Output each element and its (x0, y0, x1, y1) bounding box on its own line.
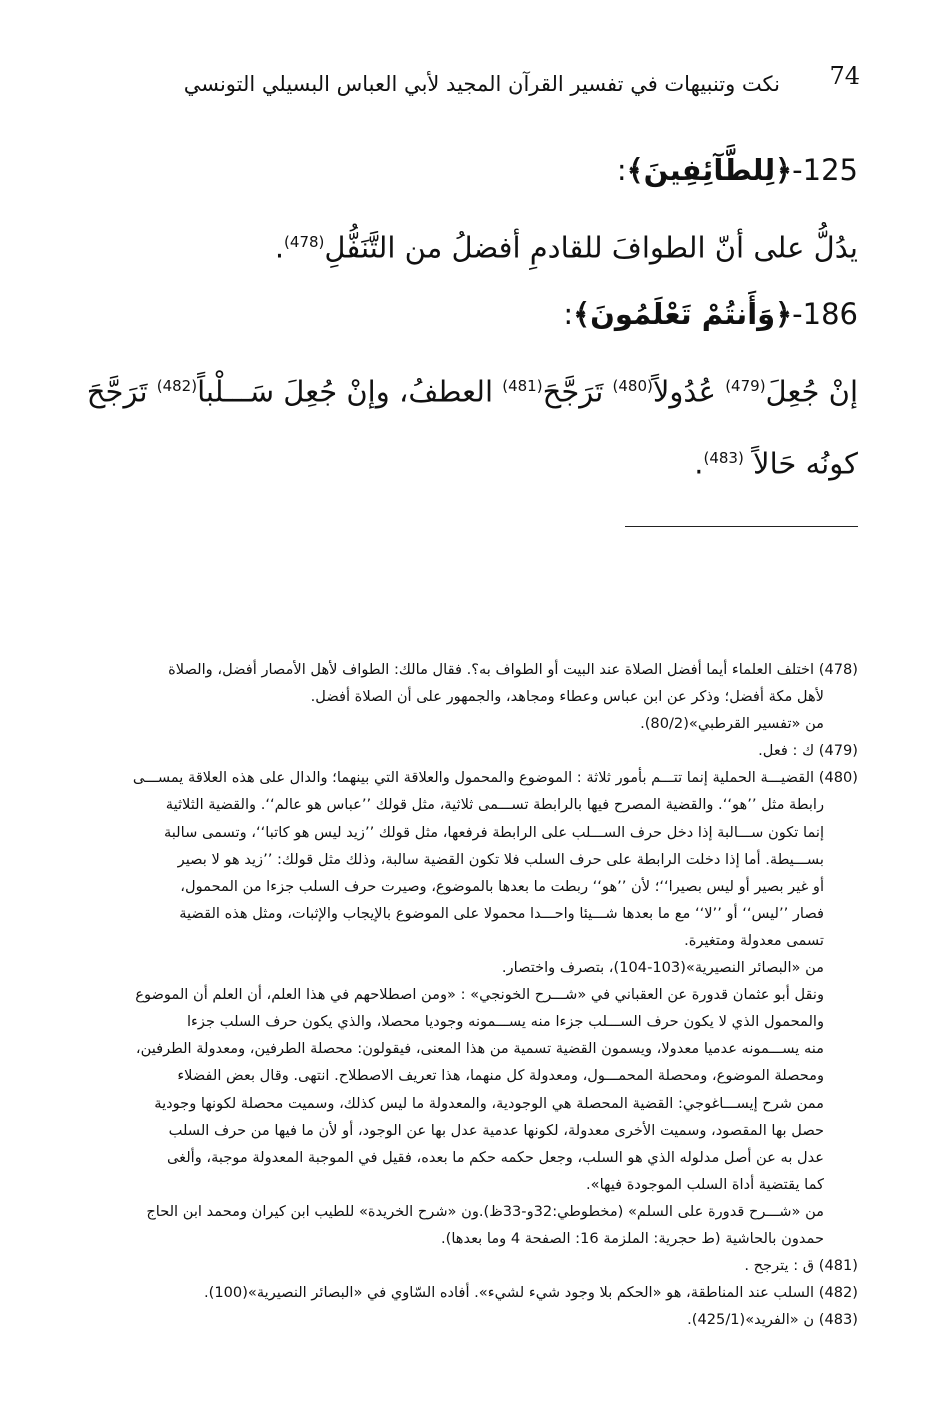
footnote-line: (478) اختلف العلماء أيما أفضل الصلاة عند البيت أو الطواف به؟. فقال مالك: الطواف لأهل الأمصار أفضل، والصلاة (168, 661, 858, 678)
text-segment: يدُلُّ على أنّ الطوافَ للقادمِ أفضلُ من التَّنَفُّلِ (324, 230, 858, 265)
text-segment: تَرَجَّحَ (542, 374, 613, 409)
footnote-line: بســـيطة. أما إذا دخلت الرابطة على حرف السلب فلا تكون القضية سالبة، وذلك مثل قولك: ’’زيد هو لا بصير (177, 850, 824, 868)
text-segment: : (616, 153, 627, 187)
footnote-line: ونقل أبو عثمان قدورة عن العقباني في «شـــرح الخونجي» : «ومن اصطلاحهم في هذا العلم، أن العلم أن الموضوع (135, 986, 824, 1004)
footnote-ref: (482) (156, 377, 198, 395)
text-segment: إنْ جُعِلَ (765, 374, 858, 409)
page-header (183, 62, 860, 106)
footnote-ref: (479) (725, 377, 766, 395)
footnote-line: ممن شرح إيســـاغوجي: القضية المحصلة هي الوجودية، والمعدولة ما ليس كذلك، وسميت محصلة لكونها وجودية (154, 1094, 824, 1112)
text-segment: . (694, 446, 704, 481)
footnote-ref: (483) (703, 449, 744, 467)
main-line (185, 428, 858, 500)
footnote-line: كما يقتضية أداة السلب الموجودة فيها». (586, 1175, 824, 1193)
footnote-line: والمحمول الذي لا يكون حرف الســـلب جزءا منه يســـمونه وجوديا محصلا، والذي يكون حرف السلب جزءا (187, 1013, 824, 1031)
quran-verse: ﴿وَأَنتُمْ تَعْلَمُونَ﴾ (573, 297, 793, 331)
main-line (185, 212, 858, 284)
footnote-divider (625, 526, 858, 527)
text-segment: عُدُولاً (652, 374, 726, 409)
footnote-line: من «البصائر النصيرية»(103-104)، بتصرف واختصار. (501, 959, 824, 977)
footnote-ref: (481) (502, 377, 543, 395)
main-line (185, 140, 858, 212)
text-segment: 186- (792, 297, 858, 331)
running-title: نكت وتنبيهات في تفسير القرآن المجيد لأبي العباس البسيلي التونسي (183, 72, 780, 96)
quran-verse: ﴿لِلطَّآئِفِينَ﴾ (626, 153, 793, 187)
text-segment: 125- (792, 153, 858, 187)
page-number: 74 (829, 62, 860, 90)
text-segment: . (274, 230, 285, 265)
footnote-ref: (480) (612, 377, 653, 395)
footnote-line: منه يســـمونه عدميا معدولا، ويسمون القضية تسمية من هذا المعنى، فيقولون: محصلة الطرفين، ومعدولة الطرفين، (135, 1040, 824, 1058)
footnote-line: إنما تكون ســـالبة إذا دخل حرف الســـلب على الرابطة فرفعها، مثل قولك ’’زيد ليس هو كاتبا‘‘، وتسمى سالبة (163, 823, 824, 841)
footnote-line: حصل بها المقصود، وسميت الأخرى معدولة، لكونها عدمية عدل بها عن الوجود، أو لأن ما فيها من حرف السلب (168, 1121, 824, 1139)
text-segment: تَرَجَّحَ (86, 374, 157, 409)
footnote-line: من «شـــرح قدورة على السلم» (مخطوطي:32و-33ظ).ون «شرح الخريدة» للطيب ابن كيران ومحمد ابن الحاج (146, 1202, 824, 1220)
footnote-line: حمدون بالحاشية (ط حجرية: الملزمة 16: الصفحة 4 وما بعدها). (441, 1229, 824, 1247)
text-segment: العطفُ، وإنْ جُعِلَ سَـــلْباً (197, 374, 503, 409)
footnote-line: تسمى معدولة ومتغيرة. (684, 931, 824, 949)
text-segment: : (563, 297, 574, 331)
footnotes (132, 656, 858, 1333)
footnote-ref: (478) (284, 233, 325, 251)
footnote-line: (482) السلب عند المناطقة، هو «الحكم بلا وجود شيء لشيء». أفاده السّاوي في «البصائر النصيرية»(100). (204, 1284, 858, 1302)
main-line (185, 284, 858, 356)
footnote-line: عدل به عن أصل مدلوله الذي هو السلب، وجعل حكمه حكم ما بعده، فقيل في الموجبة المعدولة موجبة، وألغى (166, 1148, 824, 1166)
main-text (86, 140, 858, 500)
footnote-line: (479) ك : فعل. (758, 742, 858, 760)
footnote-line: (481) ق : يترجح . (744, 1257, 858, 1275)
footnote-line: فصار ’’ليس‘‘ أو ’’لا‘‘ مع ما بعدها شـــيئا واحـــدا محمولا على الموضوع بالإيجاب والإثبات، ومثل هذه القضية (179, 904, 824, 922)
main-line (86, 356, 858, 428)
text-segment: كونُه حَالاً (743, 446, 858, 481)
footnote-line: (483) ن «الفريد»(425/1). (687, 1311, 858, 1329)
footnote-line: ومحصلة الموضوع، ومحصلة المحمـــول، ومعدولة كل منهما، هذا تعريف الاصطلاح. انتهى. وقال بعض الفضلاء (177, 1067, 824, 1085)
footnote-line: رابطة مثل ’’هو‘‘. والقضية المصرح فيها بالرابطة تســـمى ثلاثية، مثل قولك ’’عباس هو عالم‘‘. والقضية الثلاثية (165, 796, 824, 814)
footnote-line: من «تفسير القرطبي»(80/2). (640, 715, 824, 733)
footnote-line: أو غير بصير أو ليس بصيرا‘‘؛ لأن ’’هو‘‘ ربطت ما بعدها بالموضوع، وصيرت حرف السلب جزءا من المحمول، (180, 877, 824, 895)
footnote-line: (480) القضيـــة الحملية إنما تتـــم بأمور ثلاثة : الموضوع والمحمول والعلاقة التي بينهما؛ والدال على هذه العلاقة يمســـى (132, 769, 858, 787)
footnote-line: لأهل مكة أفضل؛ وذكر عن ابن عباس وعطاء ومجاهد، والجمهور على أن الصلاة أفضل. (310, 688, 824, 706)
